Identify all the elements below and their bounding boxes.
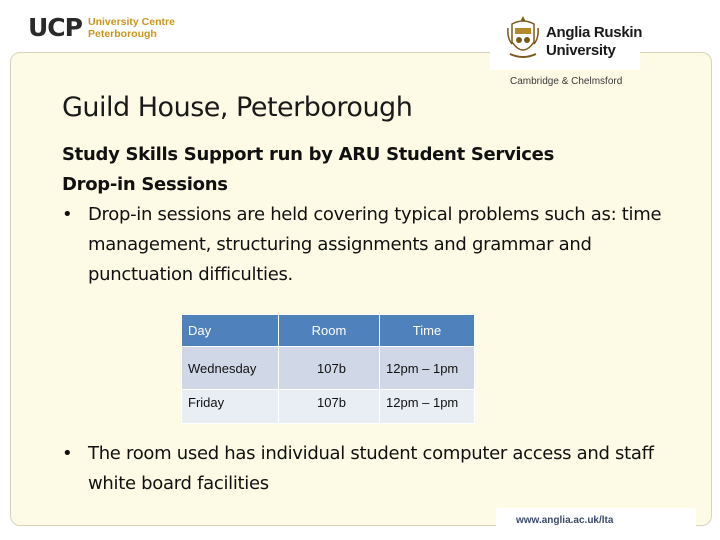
crest-icon — [506, 14, 540, 62]
table-header-row — [182, 315, 475, 347]
table-row — [182, 347, 475, 390]
ucp-logo-line2: Peterborough — [87, 28, 157, 40]
ucp-logo-line1: University Centre — [87, 16, 175, 28]
column-header-day: Day — [182, 315, 279, 347]
bullet-drop-in-sessions: • Drop-in sessions are held covering typical problems such as: time management, structuring assignments and grammar and punctuation difficulties. — [62, 200, 662, 290]
table-cell-time: 12pm – 1pm — [380, 390, 475, 424]
footer-url[interactable]: www.anglia.ac.uk/lta — [516, 515, 614, 526]
table-cell-room: 107b — [279, 347, 380, 390]
table-cell-day: Wednesday — [182, 347, 279, 390]
bullet-room-facilities: • The room used has individual student computer access and staff white board facilities — [62, 439, 662, 499]
table-cell-room: 107b — [279, 390, 380, 424]
table-cell-day: Friday — [182, 390, 279, 424]
aru-subtitle: Cambridge & Chelmsford — [510, 76, 623, 87]
ucp-logo — [28, 14, 175, 42]
aru-logo — [506, 14, 686, 64]
table-cell-time: 12pm – 1pm — [380, 347, 475, 390]
aru-logo-line1: Anglia Ruskin — [546, 24, 643, 41]
ucp-logo-mark: UCP — [28, 13, 82, 42]
column-header-room: Room — [279, 315, 380, 347]
slide-title: Guild House, Peterborough — [62, 92, 413, 123]
aru-logo-text — [546, 24, 642, 60]
subheading-drop-in: Drop-in Sessions — [62, 174, 228, 195]
ucp-logo-text — [88, 16, 175, 40]
schedule-table — [181, 314, 475, 424]
slide-content — [62, 140, 662, 290]
subheading-study-skills: Study Skills Support run by ARU Student Services — [62, 144, 554, 165]
column-header-time: Time — [380, 315, 475, 347]
aru-logo-line2: University — [546, 42, 616, 59]
table-row — [182, 390, 475, 424]
